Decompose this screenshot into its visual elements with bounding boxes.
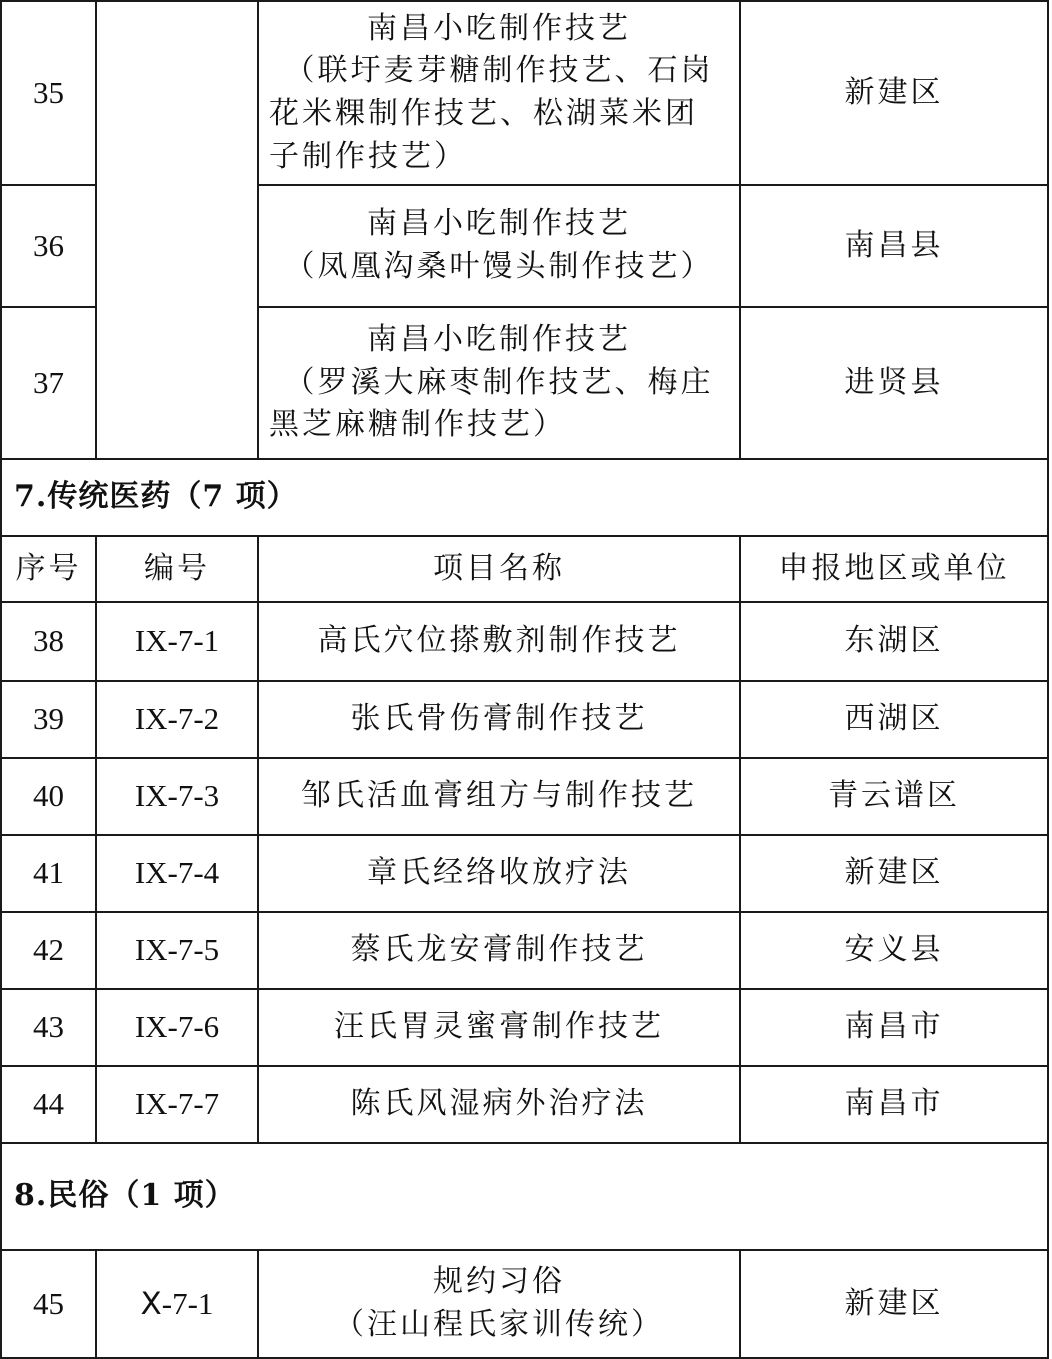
project-name: 汪氏胃灵蜜膏制作技艺: [258, 989, 740, 1066]
header-region: 申报地区或单位: [740, 536, 1048, 602]
table-row: [1, 912, 1048, 989]
region: 东湖区: [740, 602, 1048, 681]
section-row: [1, 1143, 1048, 1250]
project-name: 蔡氏龙安膏制作技艺: [258, 912, 740, 989]
row-code: IX-7-1: [96, 602, 258, 681]
region: 新建区: [740, 835, 1048, 912]
table-row: [1, 758, 1048, 835]
project-name: 陈氏风湿病外治疗法: [258, 1066, 740, 1143]
row-code: IX-7-3: [96, 758, 258, 835]
region: 南昌市: [740, 989, 1048, 1066]
row-number: 44: [1, 1066, 96, 1143]
row-code: IX-7-6: [96, 989, 258, 1066]
region: 进贤县: [740, 307, 1048, 459]
project-name: 南昌小吃制作技艺 （凤凰沟桑叶馒头制作技艺）: [258, 185, 740, 307]
row-number: 45: [1, 1250, 96, 1358]
region: 南昌市: [740, 1066, 1048, 1143]
row-number: 37: [1, 307, 96, 459]
row-number: 35: [1, 1, 96, 185]
header-num: 序号: [1, 536, 96, 602]
project-name: 邹氏活血膏组方与制作技艺: [258, 758, 740, 835]
row-number: 43: [1, 989, 96, 1066]
row-code: IX-7-5: [96, 912, 258, 989]
section-title-8: 8.民俗（1 项）: [1, 1143, 1048, 1250]
table-row: [1, 835, 1048, 912]
row-number: 41: [1, 835, 96, 912]
header-name: 项目名称: [258, 536, 740, 602]
table-row: [1, 1066, 1048, 1143]
row-number: 39: [1, 681, 96, 758]
row-number: 40: [1, 758, 96, 835]
section-title-7: 7.传统医药（7 项）: [1, 459, 1048, 536]
region: 西湖区: [740, 681, 1048, 758]
code-cell-merged: [96, 1, 258, 459]
table-row: [1, 1250, 1048, 1358]
table-row: [1, 1, 1048, 185]
table-row: [1, 602, 1048, 681]
row-number: 38: [1, 602, 96, 681]
project-name: 张氏骨伤膏制作技艺: [258, 681, 740, 758]
region: 南昌县: [740, 185, 1048, 307]
region: 新建区: [740, 1250, 1048, 1358]
row-code: IX-7-7: [96, 1066, 258, 1143]
header-row: [1, 536, 1048, 602]
project-name: 章氏经络收放疗法: [258, 835, 740, 912]
row-number: 36: [1, 185, 96, 307]
header-code: 编号: [96, 536, 258, 602]
project-name: 高氏穴位搽敷剂制作技艺: [258, 602, 740, 681]
table-row: [1, 989, 1048, 1066]
region: 青云谱区: [740, 758, 1048, 835]
row-code: IX-7-2: [96, 681, 258, 758]
project-name: 规约习俗 （汪山程氏家训传统）: [258, 1250, 740, 1358]
row-code: Ⅹ-7-1: [96, 1250, 258, 1358]
row-code: IX-7-4: [96, 835, 258, 912]
section-row: [1, 459, 1048, 536]
region: 安义县: [740, 912, 1048, 989]
table-row: [1, 681, 1048, 758]
project-name: 南昌小吃制作技艺 （罗溪大麻枣制作技艺、梅庄 黑芝麻糖制作技艺）: [258, 307, 740, 459]
project-name: 南昌小吃制作技艺 （联圩麦芽糖制作技艺、石岗 花米粿制作技艺、松湖菜米团 子制作技艺）: [258, 1, 740, 185]
region: 新建区: [740, 1, 1048, 185]
row-number: 42: [1, 912, 96, 989]
